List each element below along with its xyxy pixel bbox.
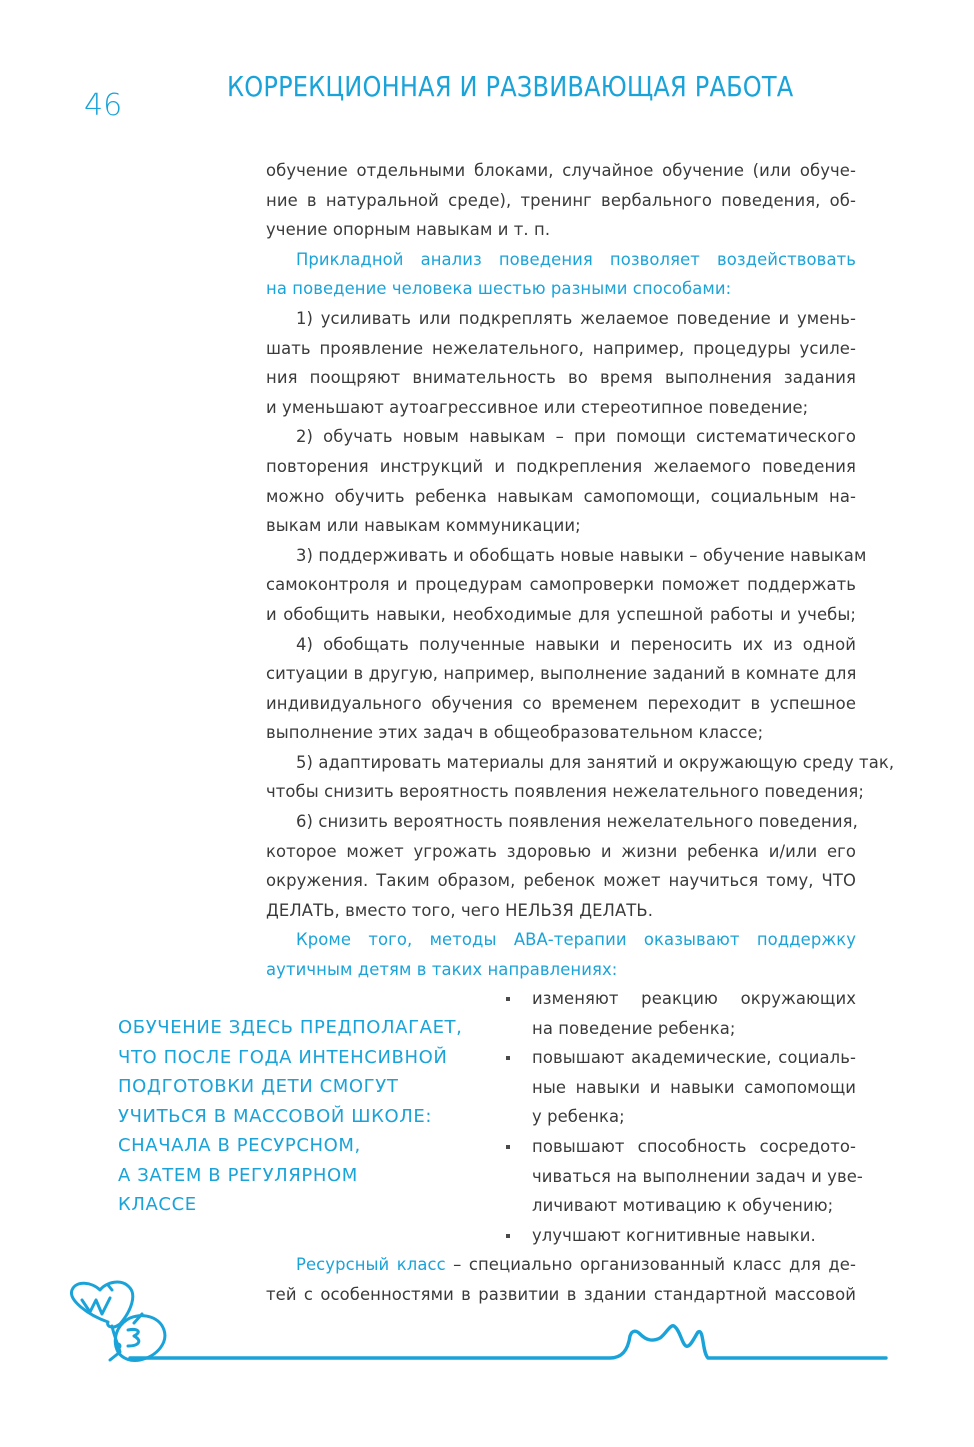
- text-line: 4) обобщать полученные навыки и переносить их из одной: [296, 634, 856, 654]
- text-line: личивают мотивацию к обучению;: [532, 1196, 834, 1216]
- page-number: 46: [84, 88, 123, 123]
- text-line: ние в натуральной среде), тренинг вербального поведения, об-: [266, 190, 856, 210]
- text-line: улучшают когнитивные навыки.: [532, 1225, 816, 1245]
- text-line: самоконтроля и процедурам самопроверки поможет поддержать: [266, 575, 856, 595]
- definition-text: – специально организованный класс для де-: [445, 1255, 856, 1274]
- text-line: повторения инструкций и подкрепления желаемого поведения: [266, 456, 856, 476]
- text-line: на поведение ребенка;: [532, 1018, 736, 1038]
- text-line: ния поощряют внимательность во время выполнения задания: [266, 368, 856, 388]
- pull-quote-line: А ЗАТЕМ В РЕГУЛЯРНОМ: [118, 1164, 358, 1186]
- pull-quote-line: КЛАССЕ: [118, 1194, 197, 1215]
- text-line: шать проявление нежелательного, например, процедуры усиле-: [266, 338, 856, 358]
- butterfly-icon: [71, 1282, 164, 1360]
- text-line: повышают способность сосредото-: [532, 1136, 856, 1156]
- highlight-line: аутичным детям в таких направлениях:: [266, 960, 618, 980]
- pull-quote-line: ОБУЧЕНИЕ ЗДЕСЬ ПРЕДПОЛАГАЕТ,: [118, 1017, 463, 1038]
- text-line: и уменьшают аутоагрессивное или стереотипное поведение;: [266, 397, 809, 417]
- pull-quote-line: ПОДГОТОВКИ ДЕТИ СМОГУТ: [118, 1076, 399, 1097]
- text-line: 5) адаптировать материалы для занятий и окружающую среду так,: [296, 752, 895, 772]
- pull-quote-line: СНАЧАЛА В РЕСУРСНОМ,: [118, 1135, 361, 1156]
- text-line: учение опорным навыкам и т. п.: [266, 220, 551, 240]
- running-title: КОРРЕКЦИОННАЯ И РАЗВИВАЮЩАЯ РАБОТА: [227, 70, 794, 103]
- text-line: у ребенка;: [532, 1107, 625, 1127]
- text-line: которое может угрожать здоровью и жизни ребенка и/или его: [266, 841, 856, 861]
- text-line: ДЕЛАТЬ, вместо того, чего НЕЛЬЗЯ ДЕЛАТЬ.: [266, 900, 654, 920]
- text-line: 3) поддерживать и обобщать новые навыки – обучение навыкам: [296, 545, 867, 565]
- pull-quote-line: УЧИТЬСЯ В МАССОВОЙ ШКОЛЕ:: [118, 1105, 433, 1127]
- text-line: и обобщить навыки, необходимые для успешной работы и учебы;: [266, 604, 856, 624]
- text-line: обучение отдельными блоками, случайное обучение (или обуче-: [266, 161, 856, 180]
- text-line: повышают академические, социаль-: [532, 1048, 856, 1068]
- text-line: чиваться на выполнении задач и уве-: [532, 1166, 863, 1186]
- text-line: ситуации в другую, например, выполнение заданий в комнате для: [266, 664, 857, 684]
- wave-line: [130, 1326, 886, 1358]
- text-line: 1) усиливать или подкреплять желаемое поведение и умень-: [296, 308, 856, 328]
- text-line: чтобы снизить вероятность появления нежелательного поведения;: [266, 782, 864, 802]
- highlight-line: Прикладной анализ поведения позволяет воздействовать: [296, 249, 856, 269]
- text-line: 6) снизить вероятность появления нежелательного поведения,: [296, 812, 858, 832]
- text-line: 2) обучать новым навыкам – при помощи систематического: [296, 427, 856, 447]
- highlight-line: на поведение человека шестью разными способами:: [266, 279, 732, 299]
- text-line: ные навыки и навыки самопомощи: [532, 1077, 856, 1097]
- defined-term: Ресурсный класс: [296, 1255, 446, 1274]
- text-line: изменяют реакцию окружающих: [532, 989, 856, 1008]
- text-line: выкам или навыкам коммуникации;: [266, 516, 581, 536]
- text-line: окружения. Таким образом, ребенок может научиться тому, ЧТО: [266, 871, 856, 891]
- text-line: можно обучить ребенка навыкам самопомощи, социальным на-: [266, 486, 856, 506]
- highlight-line: Кроме того, методы АВА-терапии оказывают поддержку: [296, 930, 856, 950]
- text-line: индивидуального обучения со временем переходит в успешное: [266, 693, 856, 713]
- pull-quote-line: ЧТО ПОСЛЕ ГОДА ИНТЕНСИВНОЙ: [118, 1046, 448, 1068]
- text-line: выполнение этих задач в общеобразовательном классе;: [266, 723, 764, 743]
- text-line: тей с особенностями в развитии в здании стандартной массовой: [266, 1284, 856, 1304]
